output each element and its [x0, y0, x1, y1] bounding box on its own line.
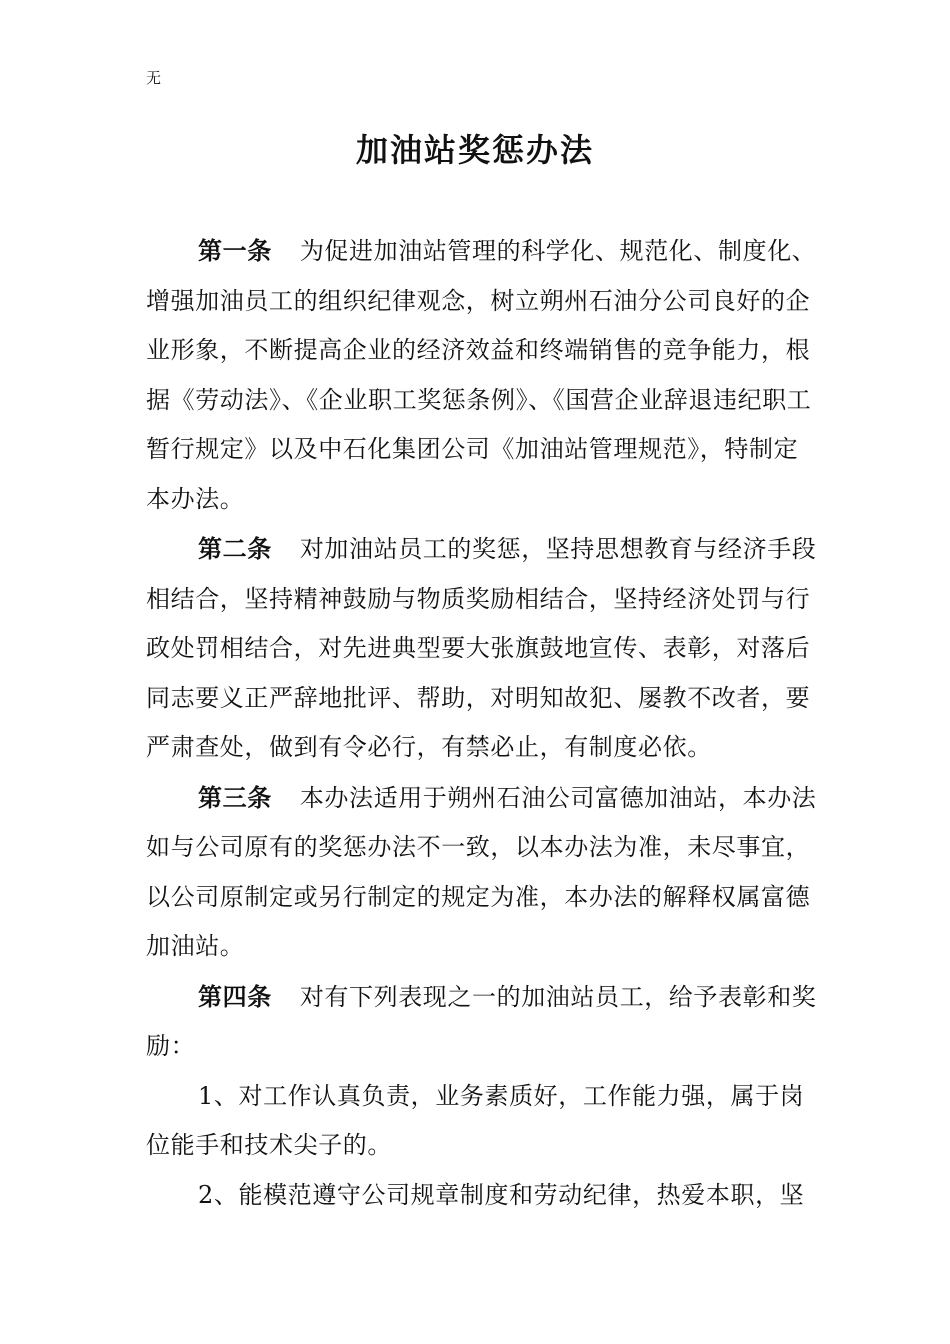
article-4: [146, 972, 818, 1072]
article-number: 第二条: [198, 534, 272, 563]
article-3: [146, 773, 818, 972]
document-body: [146, 226, 818, 1220]
article-text: 对有下列表现之一的加油站员工，给予表彰和奖励：: [146, 982, 817, 1060]
document-title: 加油站奖惩办法: [355, 131, 594, 169]
article-number: 第四条: [198, 981, 272, 1011]
list-item-1: 1、对工作认真负责，业务素质好，工作能力强，属于岗位能手和技术尖子的。: [146, 1081, 805, 1159]
article-text: 对加油站员工的奖惩，坚持思想教育与经济手段相结合，坚持精神鼓励与物质奖励相结合，坚持经济处罚与行政处罚相结合，对先进典型要大张旗鼓地宣传、表彰，对落后同志要义正严辞地批评、帮助，对明知故犯、屡教不改者，要严肃查处，做到有令必行，有禁必止，有制度必依。: [146, 535, 817, 761]
article-number: 第一条: [198, 236, 272, 265]
article-text: 本办法适用于朔州石油公司富德加油站，本办法如与公司原有的奖惩办法不一致，以本办法为准，未尽事宜，以公司原制定或另行制定的规定为准，本办法的解释权属富德加油站。: [146, 783, 817, 960]
article-1: [146, 226, 818, 524]
article-text: 为促进加油站管理的科学化、规范化、制度化、增强加油员工的组织纪律观念，树立朔州石油分公司良好的企业形象，不断提高企业的经济效益和终端销售的竞争能力，根据《劳动法》、《企业职工奖惩条例》、《国营企业辞退违纪职工暂行规定》以及中石化集团公司《加油站管理规范》，特制定本办法。: [146, 237, 817, 513]
article-number: 第三条: [198, 782, 272, 812]
list-item-2: 2、能模范遵守公司规章制度和劳动纪律，热爱本职，坚: [198, 1180, 805, 1209]
article-2: [146, 524, 818, 773]
header-mark: 无: [146, 69, 162, 87]
